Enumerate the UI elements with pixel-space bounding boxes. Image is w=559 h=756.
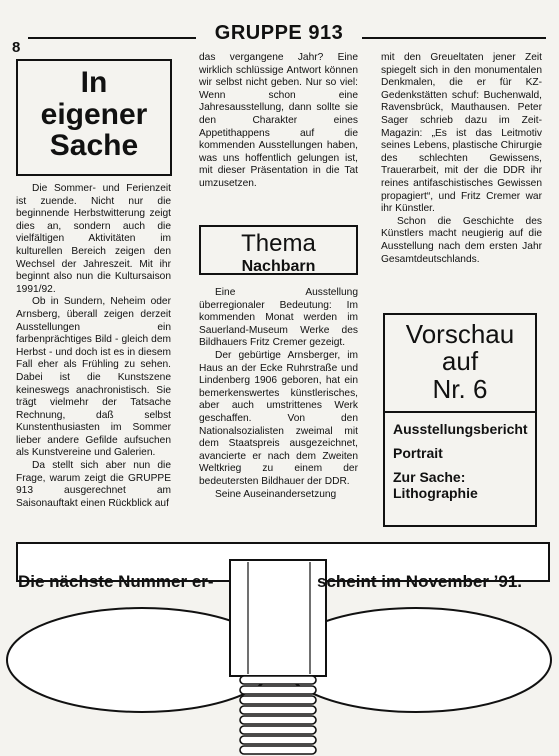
paragraph: Da stellt sich aber nun die Frage, warum zeigt die GRUPPE 913 ausgerechnet am Saisonauftakt einen Rückblick auf xyxy=(16,460,171,509)
paragraph: das vergangene Jahr? Eine wirklich schlüssige Antwort können wir selbst nicht geben. Nur so viel: Wenn schon eine Jahresausstellung, dann sollte sie den Charakter eines Appetithappens auf die kommenden Ausstellungen haben, was uns hoffentlich gelungen ist, mit dieser Präsentation in die Tat umzusetzen. xyxy=(199,52,358,189)
announcement-text-right: scheint im November ’91. xyxy=(317,572,523,591)
paragraph: Der gebürtige Arnsberger, im Haus an der Ecke Ruhrstraße und Lindenberg 1906 geboren, hat ein bemerkenswertes künstlerisches, aber auch umstrittenes Werk geschaffen. Von den Nationalsozialisten zweimal mit dem Staatspreis ausgezeichnet, avancierte er nach dem Zweiten Weltkrieg zu einem der bedeutersten Bildhauer der DDR. xyxy=(199,349,358,487)
paragraph: Seine Auseinandersetzung xyxy=(215,488,337,500)
announcement-text-left: Die nächste Nummer er- xyxy=(18,572,214,591)
preview-item: Portrait xyxy=(393,444,443,461)
paragraph: mit den Greueltaten jener Zeit spiegelt sich in den monumentalen Denkmalen, die er für KZ-Gedenkstätten schuf: Buchenwald, Ravensbrück, Mauthausen. Peter Sager schrieb dazu im Zeit-Magazin: „Es ist das Leitmotiv seines Lebens, plastische Chirurgie des schlechten Gewissens, Trauerarbeit, mit der die DDR ihr reines antifaschistisches Gewissen propagiert“, und Fritz Cremer war ihr Künstler. xyxy=(381,52,542,215)
title-line: auf xyxy=(441,346,479,377)
screw-shank xyxy=(230,560,326,676)
title-line: eigener xyxy=(40,97,148,131)
thema-subtitle: Nachbarn xyxy=(241,258,316,275)
screw-thread xyxy=(240,676,316,754)
title-line: Vorschau xyxy=(405,319,515,349)
title-line: Nr. 6 xyxy=(432,373,488,404)
preview-item: Ausstellungsbericht xyxy=(393,420,528,437)
thema-title: Thema xyxy=(241,230,316,257)
paragraph: Eine Ausstellung überregionaler Bedeutung: Im kommenden Monat werden im Sauerland-Museum Werke des Bildhauers Fritz Cremer gezeigt. xyxy=(199,287,358,349)
page-number: 8 xyxy=(12,39,21,56)
title-line: Sache xyxy=(49,129,139,162)
preview-item: Zur Sache: Lithographie xyxy=(393,468,478,501)
paragraph: Schon die Geschichte des Künstlers macht neugierig auf die Ausstellung nach dem ersten Jahr Gesamtdeutschlands. xyxy=(381,215,542,265)
paragraph: Ob in Sundern, Neheim oder Arnsberg, überall zeigen derzeit Ausstellungen ein farbenprächtiges Bild - gleich dem Herbst - und doch ist es in diesem Fall eher als Frühling zu sehen. Dabei ist die Kunstszene keineswegs anachronistisch. Sie trägt vielmehr der Tatsache Rechnung, daß selbst Kunstenthusiasten im Sommer lieber andere Gefilde aufsuchen als Kunstvereine und Galerien. xyxy=(16,296,171,459)
title-line: In xyxy=(80,66,108,99)
paragraph: Die Sommer- und Ferienzeit ist zuende. Nicht nur die beginnende Herbstwitterung zeigt dies an, sondern auch die vielfältigen Aktivitäten im kulturellen Bereich zeigen den Wechsel der Jahreszeit. Mit ihr beginnt also nun die Kultursaison 1991/92. xyxy=(16,183,171,295)
magazine-title: GRUPPE 913 xyxy=(214,22,344,44)
